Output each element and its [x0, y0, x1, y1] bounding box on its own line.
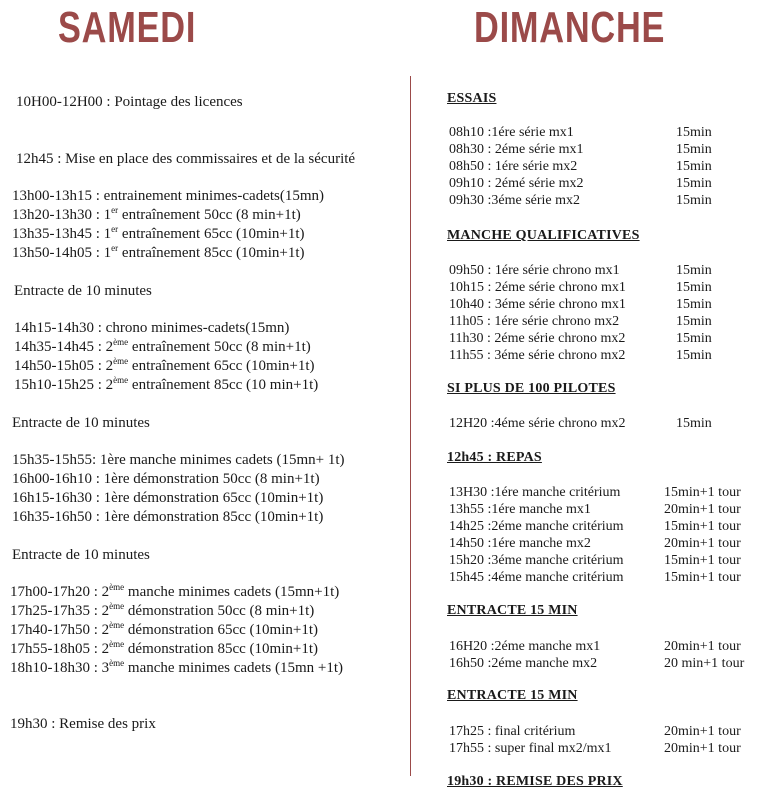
sunday-row-activity: 15h45 :4éme manche critérium [449, 570, 624, 585]
saturday-separator: : [92, 207, 104, 223]
sunday-row-activity: 10h40 : 3éme série chrono mx1 [449, 297, 626, 312]
saturday-title: SAMEDI [58, 3, 197, 52]
saturday-separator: : [90, 603, 102, 619]
saturday-time: 13h50-14h05 [12, 245, 92, 261]
saturday-line [12, 188, 324, 205]
sunday-section-title: SI PLUS DE 100 PILOTES [447, 381, 616, 396]
sunday-section-title: MANCHE QUALIFICATIVES [447, 228, 640, 243]
saturday-line [12, 226, 305, 243]
saturday-line [12, 509, 323, 526]
saturday-line [12, 245, 305, 262]
saturday-ordinal: 2 [105, 358, 114, 374]
sunday-row-activity: 09h50 : 1ére série chrono mx1 [449, 263, 620, 278]
sunday-title: DIMANCHE [474, 3, 666, 52]
sunday-row-duration: 15min [676, 416, 712, 431]
saturday-ordinal-suffix: ème [109, 639, 125, 649]
saturday-ordinal-suffix: ème [109, 620, 125, 630]
saturday-activity: manche minimes cadets (15mn+1t) [124, 584, 340, 600]
saturday-line [12, 471, 320, 488]
sunday-row-duration: 15min+1 tour [664, 570, 741, 585]
saturday-time: Entracte de 10 minutes [14, 283, 152, 299]
saturday-time: 18h10-18h30 [10, 660, 90, 676]
sunday-row-duration: 15min [676, 263, 712, 278]
sunday-row-activity: 13h55 :1ére manche mx1 [449, 502, 591, 517]
sunday-row-activity: 08h10 :1ére série mx1 [449, 125, 574, 140]
sunday-row-activity: 13H30 :1ére manche critérium [449, 485, 621, 500]
sunday-row-duration: 20min+1 tour [664, 741, 741, 756]
sunday-section-title: ESSAIS [447, 91, 497, 106]
sunday-row-duration: 15min+1 tour [664, 519, 741, 534]
saturday-line [12, 452, 345, 469]
saturday-line [12, 547, 150, 564]
saturday-line [14, 283, 152, 300]
saturday-line [10, 660, 343, 677]
sunday-row-duration: 15min [676, 193, 712, 208]
saturday-activity: Mise en place des commissaires et de la sécurité [65, 151, 356, 167]
saturday-ordinal-suffix: ème [109, 601, 125, 611]
saturday-time: 10H00-12H00 [16, 94, 103, 110]
saturday-separator: : [94, 358, 106, 374]
sunday-row-activity: 09h10 : 2émé série mx2 [449, 176, 584, 191]
saturday-time: 17h00-17h20 [10, 584, 90, 600]
sunday-row-activity: 16h50 :2éme manche mx2 [449, 656, 598, 671]
sunday-row-activity: 08h30 : 2éme série mx1 [449, 142, 584, 157]
saturday-time: Entracte de 10 minutes [12, 547, 150, 563]
saturday-separator: : [102, 94, 115, 110]
saturday-time: 17h25-17h35 [10, 603, 90, 619]
saturday-line [16, 151, 355, 168]
saturday-time: 13h35-13h45 [12, 226, 92, 242]
saturday-activity: démonstration 50cc (8 min+1t) [124, 603, 315, 619]
saturday-ordinal-suffix: er [111, 224, 119, 234]
saturday-activity: entraînement 65cc (10min+1t) [128, 358, 315, 374]
saturday-ordinal: 2 [101, 641, 110, 657]
saturday-time: 16h00-16h10 [12, 471, 92, 487]
sunday-row-duration: 20min+1 tour [664, 502, 741, 517]
saturday-ordinal: 1 [103, 207, 112, 223]
saturday-activity: 1ère démonstration 85cc (10min+1t) [103, 509, 324, 525]
saturday-activity: 1ère démonstration 65cc (10min+1t) [103, 490, 324, 506]
saturday-separator: : [94, 377, 106, 393]
sunday-row-duration: 15min [676, 297, 712, 312]
saturday-activity: entraînement 50cc (8 min+1t) [128, 339, 311, 355]
sunday-row-activity: 15h20 :3éme manche critérium [449, 553, 624, 568]
saturday-ordinal: 1 [103, 226, 112, 242]
saturday-ordinal: 2 [101, 584, 110, 600]
saturday-activity: entrainement minimes-cadets(15mn) [103, 188, 325, 204]
saturday-separator: : [92, 226, 104, 242]
saturday-ordinal-suffix: ème [113, 337, 129, 347]
sunday-row-duration: 15min [676, 280, 712, 295]
saturday-line [16, 94, 243, 111]
saturday-ordinal: 1 [103, 245, 112, 261]
sunday-row-duration: 15min [676, 176, 712, 191]
saturday-ordinal: 2 [101, 622, 110, 638]
sunday-section-title: ENTRACTE 15 MIN [447, 603, 578, 618]
saturday-time: 16h35-16h50 [12, 509, 92, 525]
saturday-separator: : [47, 716, 60, 732]
saturday-separator: : [92, 490, 104, 506]
saturday-time: 17h40-17h50 [10, 622, 90, 638]
saturday-activity: Remise des prix [59, 716, 156, 732]
sunday-row-duration: 15min [676, 125, 712, 140]
saturday-line [12, 490, 323, 507]
saturday-time: 16h15-16h30 [12, 490, 92, 506]
sunday-row-activity: 17h55 : super final mx2/mx1 [449, 741, 612, 756]
sunday-row-duration: 15min+1 tour [664, 485, 741, 500]
saturday-separator: : [92, 188, 104, 204]
saturday-activity: 1ère démonstration 50cc (8 min+1t) [103, 471, 320, 487]
saturday-line [14, 358, 315, 375]
saturday-line [12, 207, 301, 224]
sunday-row-activity: 12H20 :4éme série chrono mx2 [449, 416, 626, 431]
saturday-activity: 1ère manche minimes cadets (15mn+ 1t) [99, 452, 345, 468]
saturday-activity: entraînement 85cc (10 min+1t) [128, 377, 319, 393]
saturday-time: 19h30 [10, 716, 48, 732]
saturday-separator: : [90, 584, 102, 600]
sunday-row-activity: 10h15 : 2éme série chrono mx1 [449, 280, 626, 295]
sunday-row-activity: 11h30 : 2éme série chrono mx2 [449, 331, 626, 346]
saturday-line [10, 584, 339, 601]
saturday-ordinal: 2 [105, 339, 114, 355]
saturday-activity: entraînement 85cc (10min+1t) [118, 245, 305, 261]
saturday-ordinal-suffix: er [111, 243, 119, 253]
saturday-separator: : [90, 622, 102, 638]
saturday-ordinal: 2 [105, 377, 114, 393]
saturday-ordinal-suffix: ème [109, 582, 125, 592]
saturday-separator: : [90, 660, 102, 676]
saturday-line [14, 339, 311, 356]
saturday-activity: entraînement 65cc (10min+1t) [118, 226, 305, 242]
sunday-row-activity: 16H20 :2éme manche mx1 [449, 639, 601, 654]
sunday-row-duration: 15min [676, 314, 712, 329]
saturday-ordinal-suffix: er [111, 205, 119, 215]
saturday-separator: : [92, 245, 104, 261]
saturday-line [10, 641, 318, 658]
saturday-time: 15h10-15h25 [14, 377, 94, 393]
sunday-row-duration: 20 min+1 tour [664, 656, 745, 671]
sunday-row-duration: 20min+1 tour [664, 639, 741, 654]
saturday-time: 17h55-18h05 [10, 641, 90, 657]
saturday-activity: Pointage des licences [114, 94, 243, 110]
sunday-section-title: 19h30 : REMISE DES PRIX [447, 774, 623, 789]
saturday-line [14, 320, 289, 337]
sunday-row-duration: 15min [676, 331, 712, 346]
saturday-time: 13h20-13h30 [12, 207, 92, 223]
saturday-activity: entraînement 50cc (8 min+1t) [118, 207, 301, 223]
saturday-activity: manche minimes cadets (15mn +1t) [124, 660, 343, 676]
saturday-time: 13h00-13h15 [12, 188, 92, 204]
saturday-activity: chrono minimes-cadets(15mn) [105, 320, 290, 336]
saturday-separator: : [94, 320, 106, 336]
saturday-time: 15h35-15h55 [12, 452, 92, 468]
sunday-row-duration: 20min+1 tour [664, 536, 741, 551]
saturday-activity: démonstration 65cc (10min+1t) [124, 622, 319, 638]
saturday-time: 12h45 [16, 151, 54, 167]
saturday-separator: : [90, 641, 102, 657]
sunday-row-activity: 14h50 :1ére manche mx2 [449, 536, 591, 551]
saturday-line [12, 415, 150, 432]
saturday-line [10, 716, 156, 733]
column-divider [410, 76, 411, 776]
saturday-ordinal: 2 [101, 603, 110, 619]
sunday-section-title: ENTRACTE 15 MIN [447, 688, 578, 703]
saturday-separator: : [92, 509, 104, 525]
sunday-row-activity: 11h05 : 1ére série chrono mx2 [449, 314, 620, 329]
saturday-time: 14h35-14h45 [14, 339, 94, 355]
sunday-row-duration: 15min [676, 348, 712, 363]
sunday-section-title: 12h45 : REPAS [447, 450, 542, 465]
saturday-ordinal-suffix: ème [113, 375, 129, 385]
sunday-row-activity: 14h25 :2éme manche critérium [449, 519, 624, 534]
sunday-row-duration: 15min [676, 142, 712, 157]
saturday-activity: démonstration 85cc (10min+1t) [124, 641, 319, 657]
saturday-line [10, 622, 318, 639]
saturday-ordinal-suffix: ème [113, 356, 129, 366]
saturday-separator: : [92, 471, 104, 487]
saturday-ordinal: 3 [101, 660, 110, 676]
saturday-separator: : [92, 452, 100, 468]
saturday-time: 14h15-14h30 [14, 320, 94, 336]
saturday-time: 14h50-15h05 [14, 358, 94, 374]
saturday-time: Entracte de 10 minutes [12, 415, 150, 431]
sunday-row-activity: 17h25 : final critérium [449, 724, 576, 739]
sunday-row-activity: 11h55 : 3éme série chrono mx2 [449, 348, 626, 363]
saturday-separator: : [94, 339, 106, 355]
saturday-ordinal-suffix: ème [109, 658, 125, 668]
saturday-separator: : [53, 151, 66, 167]
saturday-line [14, 377, 318, 394]
sunday-row-duration: 20min+1 tour [664, 724, 741, 739]
saturday-line [10, 603, 314, 620]
sunday-row-activity: 08h50 : 1ére série mx2 [449, 159, 578, 174]
sunday-row-activity: 09h30 :3éme série mx2 [449, 193, 581, 208]
sunday-row-duration: 15min+1 tour [664, 553, 741, 568]
sunday-row-duration: 15min [676, 159, 712, 174]
